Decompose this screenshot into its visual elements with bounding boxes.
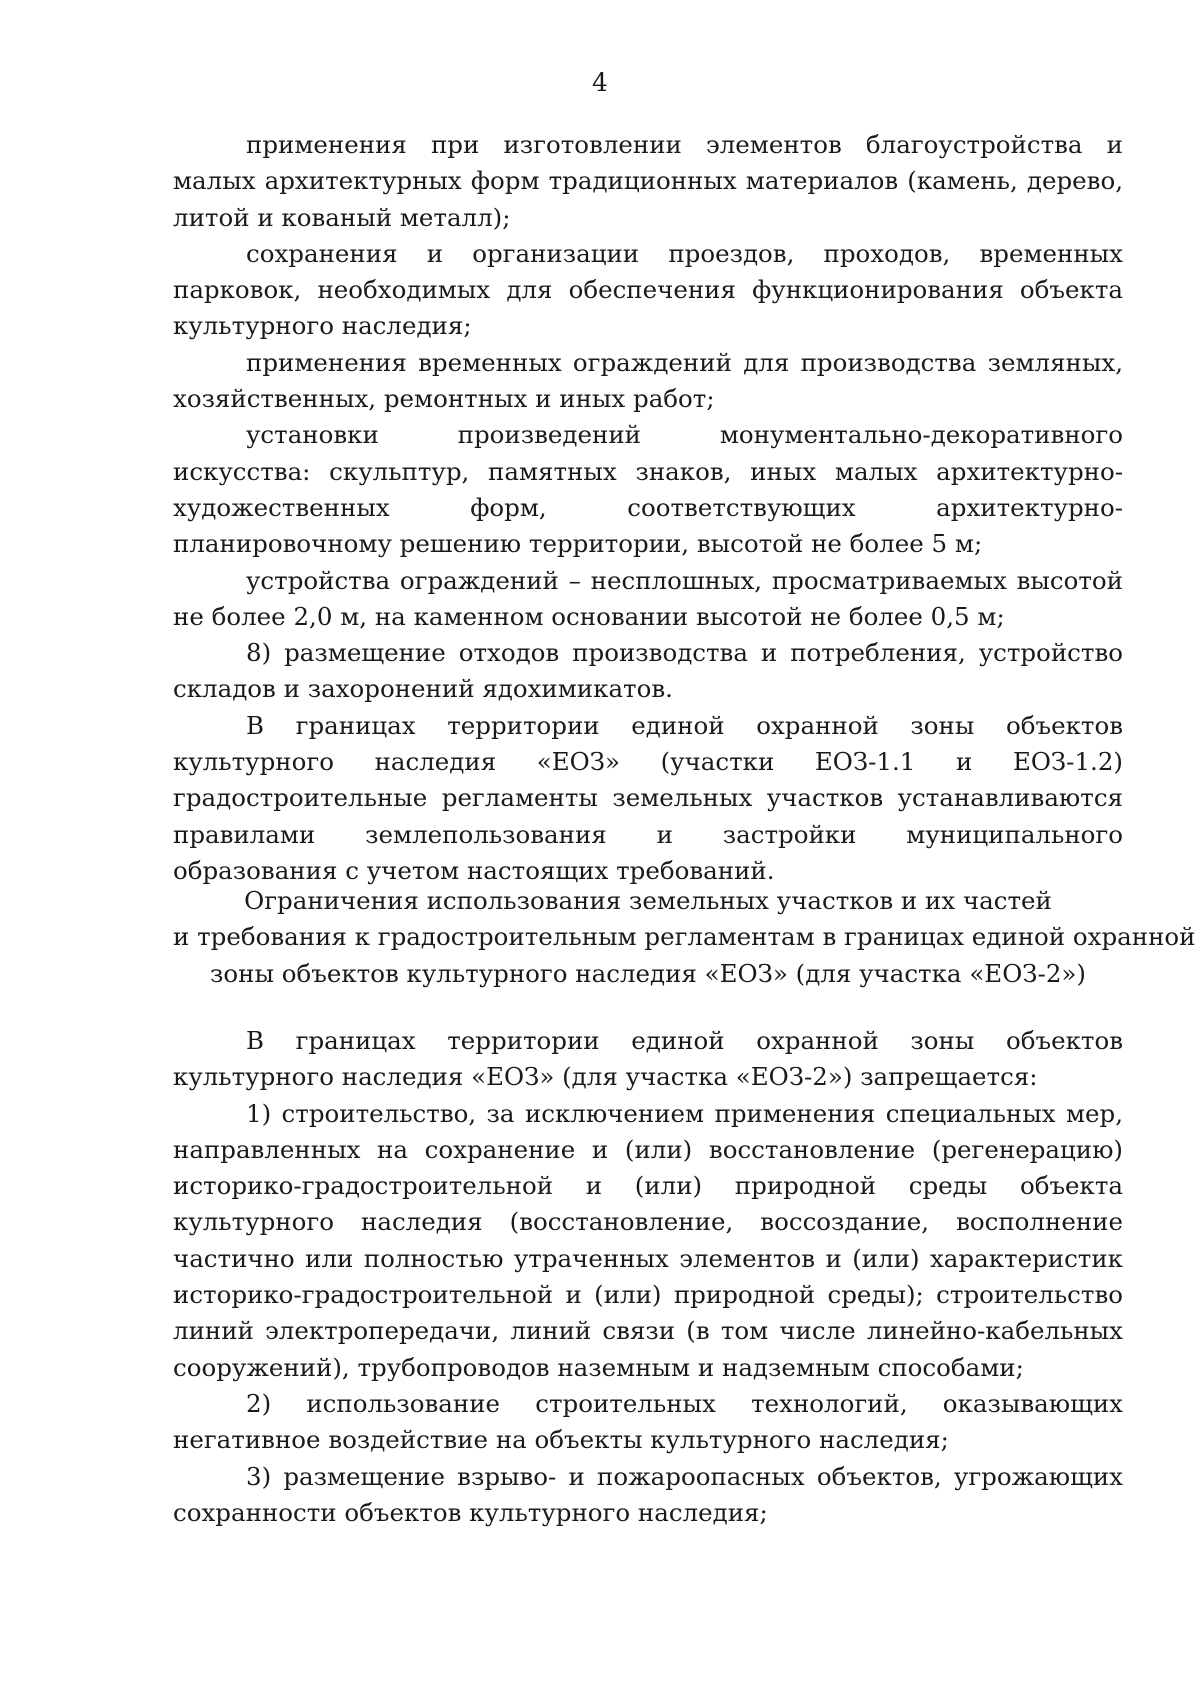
paragraph: применения временных ограждений для производства земляных, хозяйственных, ремонтных и иных работ; bbox=[173, 347, 1123, 414]
section-heading-line: и требования к градостроительным регламентам в границах единой охранной bbox=[173, 922, 1196, 952]
paragraph: В границах территории единой охранной зоны объектов культурного наследия «ЕОЗ» (участки ЕОЗ-1.1 и ЕОЗ-1.2) градостроительные регламенты земельных участков устанавливаются правилами землепользования и застройки муниципального образования с учетом настоящих требований. bbox=[173, 710, 1123, 885]
paragraph: установки произведений монументально-декоративного искусства: скульптур, памятных знаков, иных малых архитектурно-художественных форм, соответствующих архитектурно-планировочному решению территории, высотой не более 5 м; bbox=[173, 420, 1123, 559]
paragraph: 1) строительство, за исключением применения специальных мер, направленных на сохранение и (или) восстановление (регенерацию) историко-градостроительной и (или) природной среды объекта культурного наследия (восстановление, воссоздание, восполнение частично или полностью утраченных элементов и (или) характеристик историко-градостроительной и (или) природной среды); строительство линий электропередачи, линий связи (в том числе линейно-кабельных сооружений), трубопроводов наземным и надземным способами; bbox=[173, 1098, 1123, 1382]
paragraph: устройства ограждений – несплошных, просматриваемых высотой не более 2,0 м, на каменном основании высотой не более 0,5 м; bbox=[173, 565, 1123, 631]
paragraph: В границах территории единой охранной зоны объектов культурного наследия «ЕОЗ» (для участка «ЕОЗ-2») запрещается: bbox=[173, 1026, 1123, 1092]
paragraph: 2) использование строительных технологий, оказывающих негативное воздействие на объекты культурного наследия; bbox=[173, 1388, 1123, 1455]
main-text-top bbox=[173, 127, 1123, 889]
section-heading-line: Ограничения использования земельных участков и их частей bbox=[244, 886, 1052, 915]
paragraph: применения при изготовлении элементов благоустройства и малых архитектурных форм традиционных материалов (камень, дерево, литой и кованый металл); bbox=[173, 130, 1123, 232]
paragraph: сохранения и организации проездов, проходов, временных парковок, необходимых для обеспечения функционирования объекта культурного наследия; bbox=[173, 238, 1123, 341]
main-text-bottom bbox=[173, 1023, 1123, 1531]
page-number: 4 bbox=[592, 68, 608, 97]
section-heading bbox=[173, 883, 1196, 992]
paragraph: 8) размещение отходов производства и потребления, устройство складов и захоронений ядохимикатов. bbox=[173, 638, 1123, 704]
paragraph: 3) размещение взрыво- и пожароопасных объектов, угрожающих сохранности объектов культурного наследия; bbox=[173, 1461, 1123, 1527]
section-heading-line: зоны объектов культурного наследия «ЕОЗ» (для участка «ЕОЗ-2») bbox=[210, 958, 1086, 988]
